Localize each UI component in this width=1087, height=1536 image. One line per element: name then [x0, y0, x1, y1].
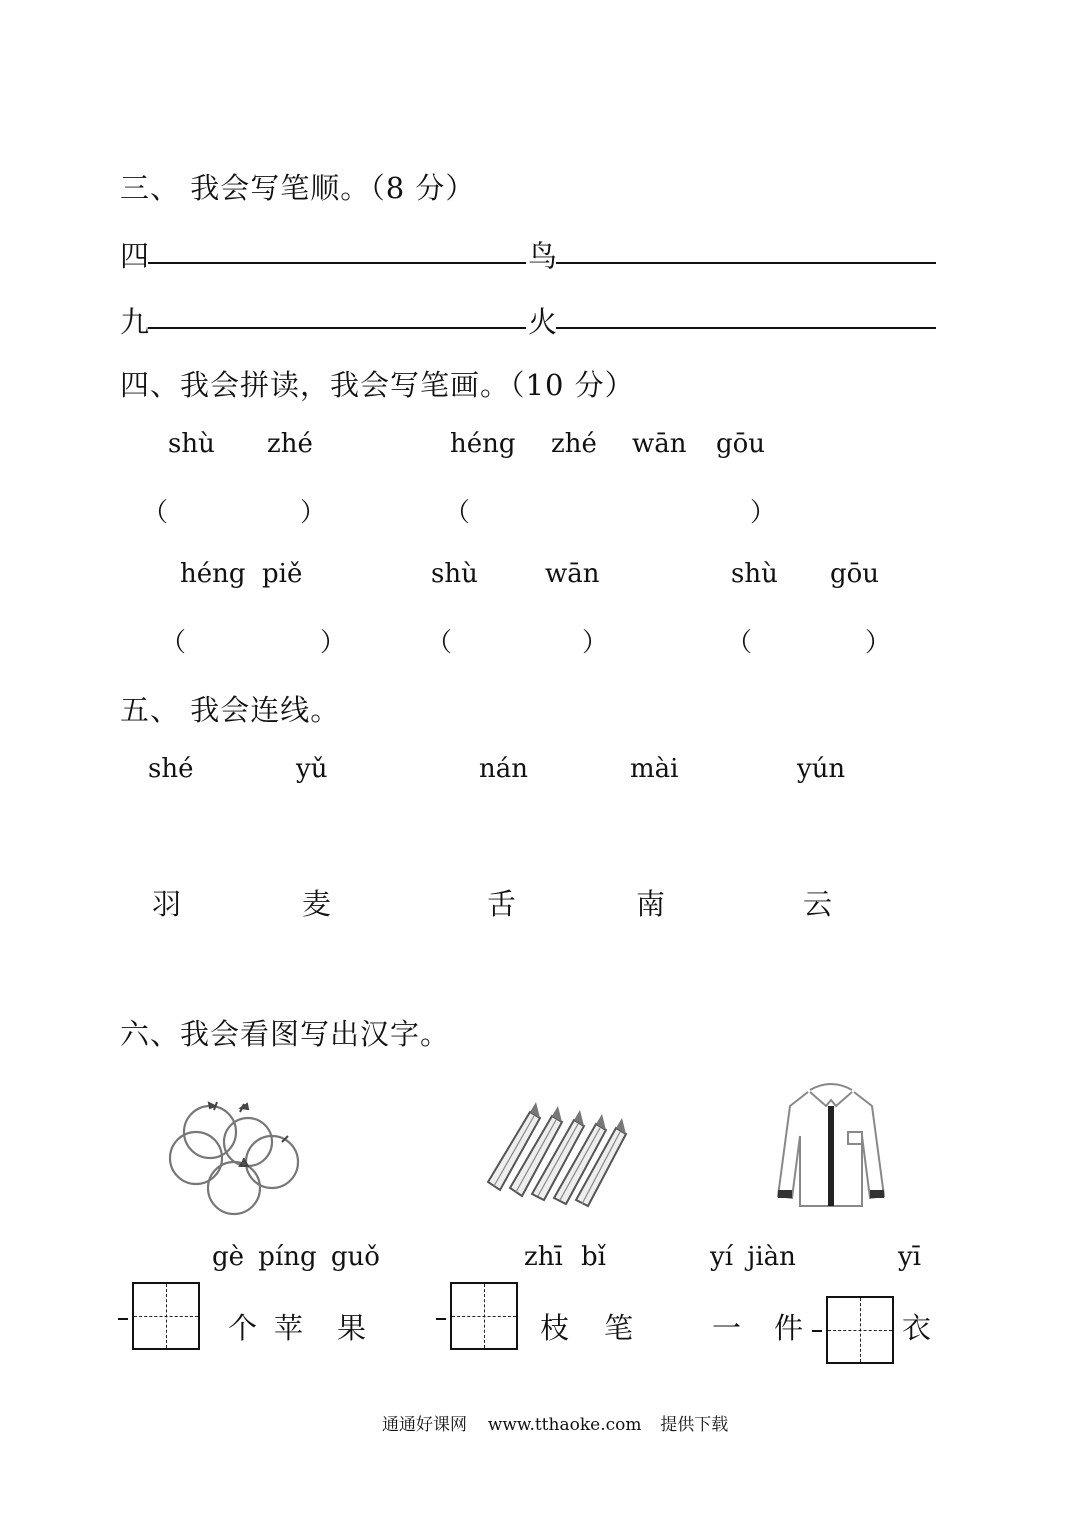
- char-jiu: 九: [120, 305, 150, 339]
- pinyin-heng: héng: [450, 429, 516, 459]
- shirt-image: [770, 1076, 892, 1210]
- match-char-yun[interactable]: 云: [803, 887, 833, 921]
- pencils-image: [478, 1100, 633, 1210]
- pinyin-gou-2: gōu: [830, 559, 880, 589]
- answer-line-si[interactable]: [148, 262, 526, 264]
- caption-char-ping: 苹: [274, 1311, 304, 1345]
- footer: [382, 1410, 728, 1435]
- apples-image: [162, 1096, 307, 1218]
- pinyin-shu: shù: [168, 429, 215, 459]
- match-pinyin-mai[interactable]: mài: [630, 754, 679, 784]
- pinyin-shu-2: shù: [431, 559, 478, 589]
- char-niao: 鸟: [528, 239, 558, 273]
- caption-char-zhi: 枝: [540, 1311, 570, 1345]
- caption-char-guo: 果: [337, 1311, 367, 1345]
- pinyin-shu-3: shù: [731, 559, 778, 589]
- caption-pinyin-apples: gè píng guǒ: [212, 1242, 380, 1272]
- footer-site: 通通好课网: [382, 1415, 467, 1435]
- char-si: 四: [120, 239, 150, 273]
- answer-line-jiu[interactable]: [148, 327, 526, 329]
- footer-note: 提供下载: [660, 1415, 729, 1435]
- answer-paren-close-4: ）: [582, 628, 609, 658]
- match-char-nan[interactable]: 南: [636, 887, 666, 921]
- section-4-title: 四、我会拼读，我会写笔画。（10 分）: [120, 368, 635, 402]
- pinyin-pie: piě: [262, 559, 303, 589]
- answer-paren-open-5: （: [726, 628, 753, 658]
- pinyin-heng-2: héng: [180, 559, 246, 589]
- writing-grid-3[interactable]: [826, 1296, 894, 1364]
- pinyin-gou: gōu: [716, 429, 766, 459]
- answer-paren-close-1: ）: [300, 498, 327, 528]
- pinyin-wan-2: wān: [545, 559, 600, 589]
- caption-char-bi: 笔: [604, 1311, 634, 1345]
- match-char-mai[interactable]: 麦: [302, 887, 332, 921]
- footer-url[interactable]: www.tthaoke.com: [487, 1415, 642, 1435]
- answer-line-huo[interactable]: [556, 327, 936, 329]
- blank-dash-1: [118, 1318, 128, 1320]
- answer-paren-close-2: ）: [750, 498, 777, 528]
- match-pinyin-yu[interactable]: yǔ: [296, 754, 328, 784]
- blank-dash-3: [812, 1330, 822, 1332]
- caption-char-yi-clothes: 衣: [902, 1311, 932, 1345]
- answer-paren-open-4: （: [426, 628, 453, 658]
- writing-grid-1[interactable]: [132, 1282, 200, 1350]
- caption-char-ge: 个: [228, 1311, 258, 1345]
- section-6-title: 六、我会看图写出汉字。: [120, 1017, 451, 1051]
- pinyin-wan: wān: [632, 429, 687, 459]
- answer-paren-close-5: ）: [865, 628, 892, 658]
- match-char-yu[interactable]: 羽: [152, 887, 182, 921]
- answer-paren-open-1: （: [142, 498, 169, 528]
- section-3-title: 三、 我会写笔顺。（8 分）: [120, 171, 476, 205]
- char-huo: 火: [528, 305, 558, 339]
- caption-pinyin-pencils: zhī bǐ: [524, 1242, 606, 1272]
- match-pinyin-nan[interactable]: nán: [479, 754, 528, 784]
- pinyin-zhe: zhé: [267, 429, 313, 459]
- answer-line-niao[interactable]: [556, 262, 936, 264]
- match-char-she[interactable]: 舌: [487, 887, 517, 921]
- match-pinyin-yun[interactable]: yún: [797, 754, 846, 784]
- caption-char-yi: 一: [712, 1311, 742, 1345]
- blank-dash-2: [436, 1318, 446, 1320]
- answer-paren-close-3: ）: [320, 628, 347, 658]
- writing-grid-2[interactable]: [450, 1282, 518, 1350]
- answer-paren-open-3: （: [160, 628, 187, 658]
- caption-pinyin-shirt: yí jiàn: [710, 1242, 796, 1272]
- answer-paren-open-2: （: [444, 498, 471, 528]
- caption-char-jian: 件: [774, 1311, 804, 1345]
- pinyin-zhe-2: zhé: [551, 429, 597, 459]
- section-5-title: 五、 我会连线。: [120, 693, 341, 727]
- match-pinyin-she[interactable]: shé: [148, 754, 194, 784]
- caption-pinyin-yi: yī: [898, 1242, 922, 1272]
